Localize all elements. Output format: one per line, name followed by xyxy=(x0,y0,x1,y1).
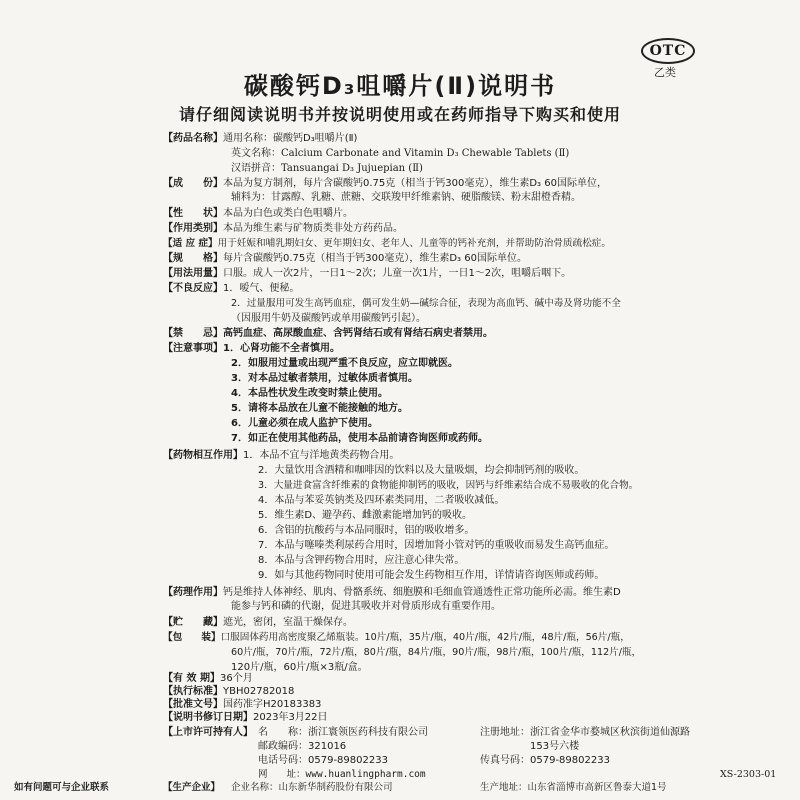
holder-fax: 传真号码：0579-89802233 xyxy=(480,755,610,766)
approval-section xyxy=(163,698,321,712)
precaution-item: 1．心肾功能不全者慎用。 xyxy=(223,343,340,354)
package-line-1: 口服固体药用高密度聚乙烯瓶装。10片/瓶，35片/瓶，40片/瓶，42片/瓶，48片/瓶，56片/瓶， xyxy=(220,632,630,643)
precaution-item: 4．本品性状发生改变时禁止使用。 xyxy=(231,388,388,399)
contact-enterprise-note: 如有问题可与企业联系 xyxy=(14,782,110,793)
interaction-item: 4．本品与苯妥英钠类及四环素类同用，二者吸收减低。 xyxy=(258,495,505,506)
holder-address-line-1: 浙江省金华市婺城区秋滨街道仙源路 xyxy=(530,727,690,738)
package-label: 【包 装】 xyxy=(163,632,221,643)
specification-section xyxy=(163,252,527,266)
drug-name-section xyxy=(163,132,357,146)
pharmacology-line-1: 钙是维持人体神经、肌肉、骨骼系统、细胞膜和毛细血管通透性正常功能所必需。维生素D xyxy=(223,587,621,598)
contraindication-label: 【禁 忌】 xyxy=(163,328,223,339)
adverse-line-2: 2．过量服用可发生高钙血症，偶可发生奶—碱综合征，表现为高血钙、碱中毒及肾功能不全 xyxy=(231,298,621,309)
adverse-section xyxy=(163,282,299,296)
appearance-text: 本品为白色或类白色咀嚼片。 xyxy=(223,208,353,219)
category-text: 本品为维生素与矿物质类非处方药药品。 xyxy=(223,223,403,234)
otc-class: 乙类 xyxy=(654,66,676,79)
adverse-label: 【不良反应】 xyxy=(163,283,223,294)
precaution-item: 5．请将本品放在儿童不能接触的地方。 xyxy=(231,403,408,414)
package-line-2: 60片/瓶，70片/瓶，72片/瓶，80片/瓶，84片/瓶，90片/瓶，98片/瓶，100片/瓶，112片/瓶， xyxy=(231,647,642,658)
document-code: XS-2303-01 xyxy=(720,769,777,780)
standard-label: 【执行标准】 xyxy=(163,686,223,697)
pharmacology-label: 【药理作用】 xyxy=(163,587,223,598)
precaution-item: 7．如正在使用其他药品，使用本品前请咨询医师或药师。 xyxy=(231,433,488,444)
drug-pinyin-name: 汉语拼音：Tansuangai D₃ Jujuepian (Ⅱ) xyxy=(231,163,423,174)
holder-label: 【上市许可持有人】 xyxy=(163,727,253,738)
package-line-3: 120片/瓶，60片/瓶×3瓶/盒。 xyxy=(231,662,368,673)
adverse-line-1: 1．嗳气、便秘。 xyxy=(223,283,300,294)
holder-name: 名 称：浙江寰领医药科技有限公司 xyxy=(258,727,428,738)
composition-line-2: 辅料为：甘露醇、乳糖、蔗糖、交联羧甲纤维素钠、硬脂酸镁、粉末甜橙香精。 xyxy=(231,192,581,203)
holder-address-line-2: 153号六楼 xyxy=(530,741,580,752)
composition-line-1: 本品为复方制剂，每片含碳酸钙0.75克（相当于钙300毫克），维生素D₃ 60国际单位， xyxy=(223,178,607,189)
document-subtitle: 请仔细阅读说明书并按说明使用或在药师指导下购买和使用 xyxy=(178,105,621,124)
contraindication-section xyxy=(163,327,493,341)
contraindication-text: 高钙血症、高尿酸血症、含钙肾结石或有肾结石病史者禁用。 xyxy=(223,328,493,339)
revision-text: 2023年3月22日 xyxy=(253,712,328,723)
interactions-label: 【药物相互作用】 xyxy=(163,450,243,461)
manufacturer-name: 企业名称：山东新华制药股份有限公司 xyxy=(231,782,393,793)
manufacturer-address: 生产地址：山东省淄博市高新区鲁泰大道1号 xyxy=(480,782,667,793)
drug-name-label: 【药品名称】 xyxy=(163,133,223,144)
dosage-text: 口服。成人一次2片，一日1～2次；儿童一次1片，一日1～2次，咀嚼后咽下。 xyxy=(223,268,572,279)
indication-section xyxy=(163,237,611,251)
revision-section xyxy=(163,711,328,725)
composition-label: 【成 份】 xyxy=(163,178,223,189)
holder-postcode: 邮政编码：321016 xyxy=(258,741,347,752)
precaution-item: 6．儿童必须在成人监护下使用。 xyxy=(231,418,378,429)
interaction-item: 1．本品不宜与洋地黄类药物合用。 xyxy=(243,450,400,461)
storage-text: 遮光，密闭，室温干燥保存。 xyxy=(223,617,353,628)
precaution-item: 3．对本品过敏者禁用，过敏体质者慎用。 xyxy=(231,373,418,384)
specification-text: 每片含碳酸钙0.75克（相当于钙300毫克），维生素D₃ 60国际单位。 xyxy=(223,253,527,264)
interaction-item: 9．如与其他药物同时使用可能会发生药物相互作用，详情请咨询医师或药师。 xyxy=(258,570,605,581)
validity-label: 【有 效 期】 xyxy=(163,673,220,684)
category-section xyxy=(163,222,403,236)
standard-text: YBH02782018 xyxy=(223,686,295,697)
drug-common-name: 通用名称：碳酸钙D₃咀嚼片(Ⅱ) xyxy=(223,133,358,144)
indication-label: 【适 应 症】 xyxy=(163,238,218,249)
precautions-section xyxy=(163,342,340,356)
interactions-section xyxy=(163,449,399,463)
standard-section xyxy=(163,685,294,699)
specification-label: 【规 格】 xyxy=(163,253,223,264)
holder-address-label: 注册地址： xyxy=(480,727,530,738)
approval-text: 国药准字H20183383 xyxy=(223,699,322,710)
indication-text: 用于妊娠和哺乳期妇女、更年期妇女、老年人、儿童等的钙补充剂，并帮助防治骨质疏松症。 xyxy=(217,238,611,249)
interaction-item: 3．大量进食富含纤维素的食物能抑制钙的吸收，因钙与纤维素结合成不易吸收的化合物。 xyxy=(258,480,639,491)
validity-text: 36个月 xyxy=(219,673,253,684)
category-label: 【作用类别】 xyxy=(163,223,223,234)
drug-english-name: 英文名称：Calcium Carbonate and Vitamin D₃ Chewable Tablets (Ⅱ) xyxy=(231,148,570,159)
precaution-item: 2．如服用过量或出现严重不良反应，应立即就医。 xyxy=(231,358,458,369)
adverse-line-3: （因服用牛奶及碳酸钙或单用碳酸钙引起）。 xyxy=(231,313,426,324)
package-section xyxy=(163,631,630,645)
interaction-item: 2．大量饮用含酒精和咖啡因的饮料以及大量吸烟，均会抑制钙剂的吸收。 xyxy=(258,465,585,476)
pharmacology-section xyxy=(163,586,621,600)
composition-section xyxy=(163,177,607,191)
validity-section xyxy=(163,672,253,686)
storage-section xyxy=(163,616,353,630)
dosage-section xyxy=(163,267,571,281)
appearance-label: 【性 状】 xyxy=(163,208,223,219)
precautions-label: 【注意事项】 xyxy=(163,343,223,354)
manufacturer-label: 【生产企业】 xyxy=(163,782,221,793)
dosage-label: 【用法用量】 xyxy=(163,268,223,279)
revision-label: 【说明书修订日期】 xyxy=(163,712,253,723)
approval-label: 【批准文号】 xyxy=(163,699,223,710)
appearance-section xyxy=(163,207,353,221)
otc-badge: OTC xyxy=(641,38,695,64)
pharmacology-line-2: 能参与钙和磷的代谢，促进其吸收并对骨质形成有重要作用。 xyxy=(231,601,501,612)
holder-phone: 电话号码：0579-89802233 xyxy=(258,755,388,766)
interaction-item: 5．维生素D、避孕药、雌激素能增加钙的吸收。 xyxy=(258,510,473,521)
interaction-item: 7．本品与噻嗪类利尿药合用时，因增加肾小管对钙的重吸收而易发生高钙血症。 xyxy=(258,540,615,551)
interaction-item: 6．含铝的抗酸药与本品同服时，铝的吸收增多。 xyxy=(258,525,475,536)
storage-label: 【贮 藏】 xyxy=(163,617,223,628)
holder-website: 网 址：www.huanlingpharm.com xyxy=(258,769,426,780)
interaction-item: 8．本品与含钾药物合用时，应注意心律失常。 xyxy=(258,555,465,566)
document-title: 碳酸钙D₃咀嚼片(Ⅱ)说明书 xyxy=(243,72,557,100)
